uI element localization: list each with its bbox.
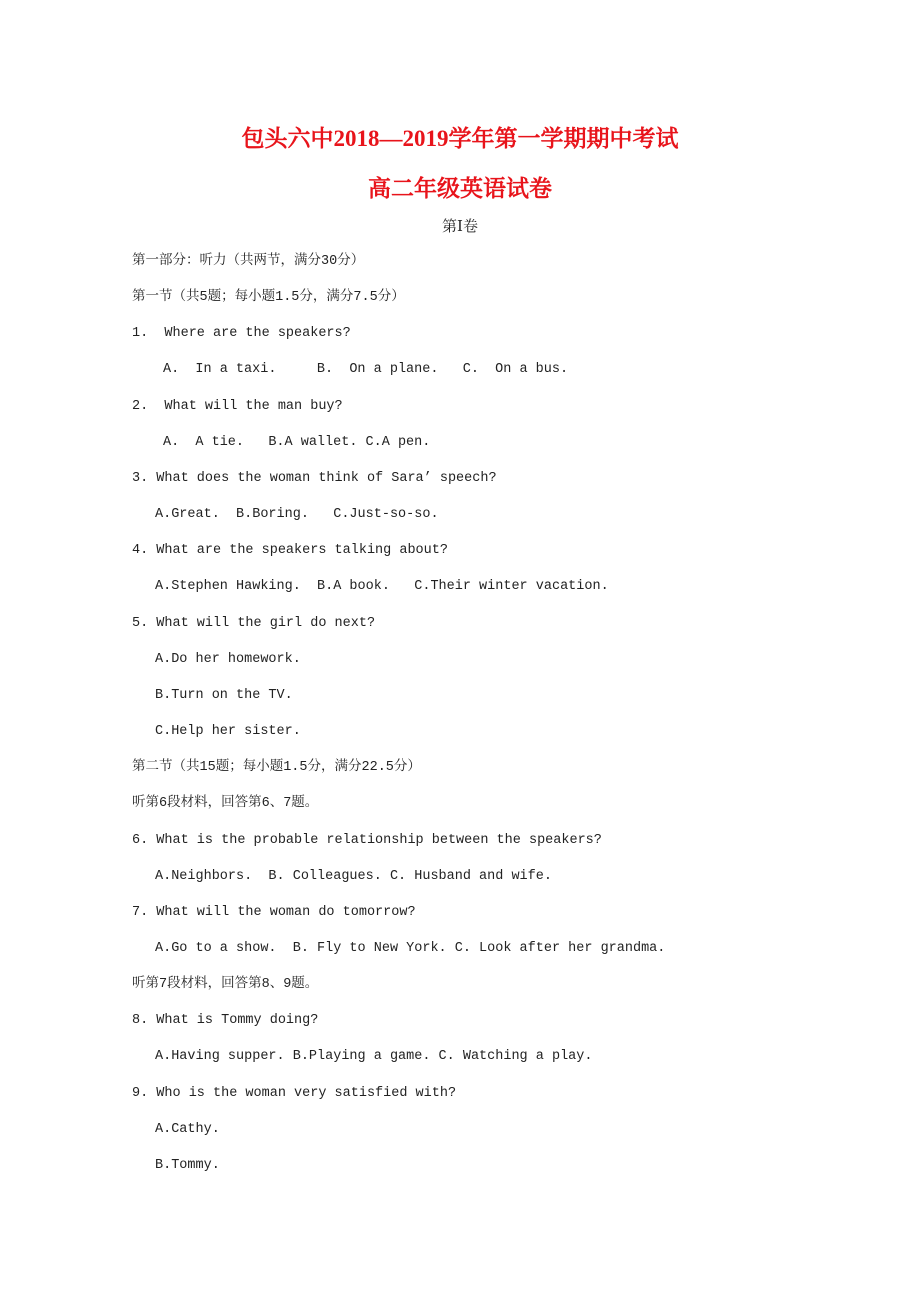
answer-options: A.Stephen Hawking. B.A book. C.Their winter vacation. [155, 579, 609, 595]
question-text: 1. Where are the speakers? [132, 326, 351, 342]
volume-heading: 第Ⅰ卷 [442, 219, 478, 235]
section-heading: 听第7段材料，回答第8、9题。 [132, 977, 319, 993]
question-text: 6. What is the probable relationship between the speakers? [132, 832, 602, 848]
answer-options: A.Do her homework. [155, 651, 301, 667]
answer-options: A.Go to a show. B. Fly to New York. C. Look after her grandma. [155, 940, 666, 956]
question-text: 8. What is Tommy doing? [132, 1013, 319, 1029]
answer-options: A.Cathy. [155, 1121, 220, 1137]
section-heading: 第一节（共5题；每小题1.5分，满分7.5分） [132, 290, 405, 306]
answer-options: B.Tommy. [155, 1157, 220, 1173]
answer-options: C.Help her sister. [155, 724, 301, 740]
question-text: 2. What will the man buy? [132, 398, 343, 414]
question-text: 9. Who is the woman very satisfied with? [132, 1085, 457, 1101]
answer-options: A.Great. B.Boring. C.Just-so-so. [155, 507, 439, 523]
question-text: 3. What does the woman think of Sara’ speech? [132, 470, 497, 486]
exam-body [132, 250, 852, 1190]
question-text: 4. What are the speakers talking about? [132, 543, 448, 559]
exam-subtitle: 高二年级英语试卷 [368, 176, 552, 201]
question-text: 5. What will the girl do next? [132, 615, 376, 631]
answer-options: A.Having supper. B.Playing a game. C. Watching a play. [155, 1049, 593, 1065]
answer-options: A. A tie. B.A wallet. C.A pen. [163, 434, 431, 450]
exam-title: 包头六中2018—2019学年第一学期期中考试 [241, 126, 679, 151]
section-heading: 第二节（共15题；每小题1.5分，满分22.5分） [132, 760, 421, 776]
question-text: 7. What will the woman do tomorrow? [132, 904, 416, 920]
answer-options: B.Turn on the TV. [155, 687, 293, 703]
answer-options: A. In a taxi. B. On a plane. C. On a bus. [163, 362, 569, 378]
answer-options: A.Neighbors. B. Colleagues. C. Husband and wife. [155, 868, 552, 884]
section-heading: 第一部分：听力（共两节，满分30分） [132, 254, 365, 269]
section-heading: 听第6段材料，回答第6、7题。 [132, 796, 319, 812]
